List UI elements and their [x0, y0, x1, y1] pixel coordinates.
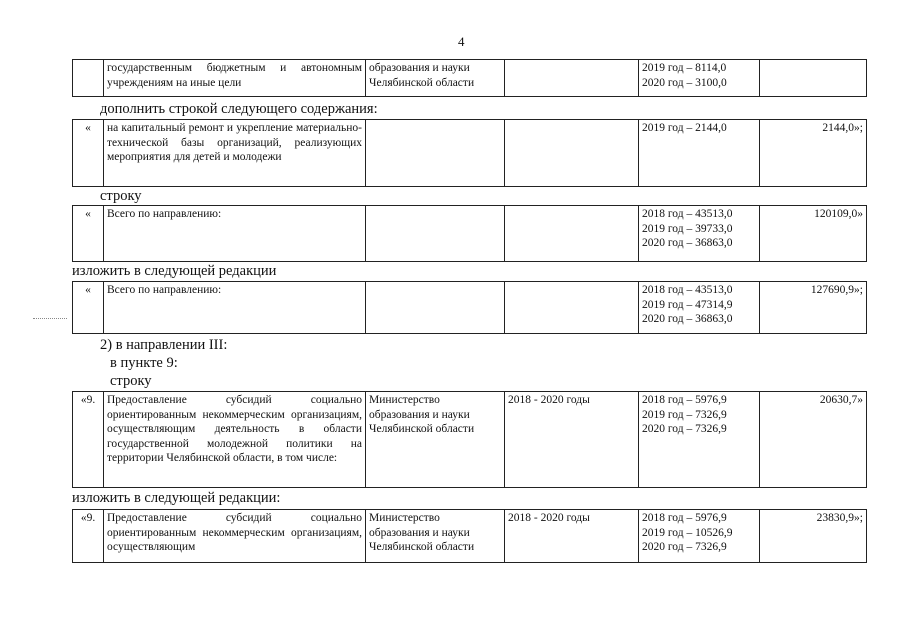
cell-executor: [366, 282, 505, 334]
cell-total: 20630,7»: [760, 392, 867, 488]
cell-description: Всего по направлению:: [104, 206, 366, 262]
year-amount: 2018 год – 43513,0: [642, 284, 733, 296]
year-amount: 2019 год – 39733,0: [642, 222, 733, 235]
page-number: 4: [458, 34, 465, 49]
table-fragment-old-item-9: [72, 391, 867, 488]
year-amount: 2020 год – 36863,0: [642, 313, 733, 325]
instruction-text: в пункте 9:: [110, 355, 178, 371]
cell-years: [639, 510, 760, 563]
cell-number: «: [73, 120, 104, 187]
cell-years: [639, 282, 760, 334]
instruction-text: строку: [100, 188, 142, 204]
table-fragment-new-total: [72, 281, 867, 334]
cell-term: 2018 - 2020 годы: [505, 392, 639, 488]
year-amount: 2020 год – 36863,0: [642, 237, 733, 249]
cell-executor: Министерство образования и науки Челябинской области: [366, 392, 505, 488]
instruction-text: строку: [110, 373, 152, 389]
cell-total: [760, 60, 867, 97]
cell-years: [639, 120, 760, 187]
instruction-text: дополнить строкой следующего содержания:: [100, 101, 378, 117]
year-amount: 2018 год – 5976,9: [642, 394, 727, 406]
instruction-text: изложить в следующей редакции: [72, 263, 277, 279]
year-amount: 2019 год – 7326,9: [642, 408, 727, 421]
cell-total: 120109,0»: [760, 206, 867, 262]
year-amount: 2019 год – 8114,0: [642, 62, 727, 74]
year-amount: 2019 год – 2144,0: [642, 122, 727, 134]
cell-years: [639, 60, 760, 97]
cell-total: 23830,9»;: [760, 510, 867, 563]
cell-term: [505, 60, 639, 97]
year-amount: 2020 год – 7326,9: [642, 541, 727, 553]
cell-description: на капитальный ремонт и укрепление материально-технической базы организаций, реализующих мероприятия для детей и молодежи: [104, 120, 366, 187]
dotted-mark: [33, 318, 67, 319]
cell-total: 2144,0»;: [760, 120, 867, 187]
instruction-text: 2) в направлении III:: [100, 337, 228, 353]
cell-description: Всего по направлению:: [104, 282, 366, 334]
executor-line: Челябинской области: [369, 76, 475, 89]
cell-number: [73, 60, 104, 97]
cell-term: [505, 282, 639, 334]
table-row: [73, 282, 867, 334]
cell-number: «: [73, 206, 104, 262]
table-fragment-new-item-9: [72, 509, 867, 563]
year-amount: 2020 год – 3100,0: [642, 76, 727, 89]
table-row: [73, 510, 867, 563]
instruction-text: изложить в следующей редакции:: [72, 490, 281, 506]
executor-line: образования и науки: [369, 62, 470, 74]
table-row: [73, 392, 867, 488]
table-row: [73, 120, 867, 187]
cell-total: 127690,9»;: [760, 282, 867, 334]
year-amount: 2018 год – 43513,0: [642, 208, 733, 220]
year-amount: 2019 год – 47314,9: [642, 298, 733, 311]
cell-description: Предоставление субсидий социально ориентированным некоммерческим организациям, осуществляющим деятельность в области государственной молодежной политики на территории Челябинской области, в том числе:: [104, 392, 366, 488]
cell-executor: [366, 120, 505, 187]
cell-description: государственным бюджетным и автономным учреждениям на иные цели: [104, 60, 366, 97]
cell-number: «9.: [73, 392, 104, 488]
table-fragment-old-total: [72, 205, 867, 262]
cell-term: [505, 206, 639, 262]
cell-executor: [366, 206, 505, 262]
table-fragment-continued: [72, 59, 867, 97]
year-amount: 2018 год – 5976,9: [642, 512, 727, 524]
cell-executor: [366, 60, 505, 97]
cell-years: [639, 392, 760, 488]
table-row: [73, 60, 867, 97]
year-amount: 2020 год – 7326,9: [642, 423, 727, 435]
year-amount: 2019 год – 10526,9: [642, 526, 733, 539]
table-row: [73, 206, 867, 262]
table-fragment-added-row: [72, 119, 867, 187]
cell-term: [505, 120, 639, 187]
cell-number: «9.: [73, 510, 104, 563]
cell-description: Предоставление субсидий социально ориентированным некоммерческим организациям, осуществляющим: [104, 510, 366, 563]
cell-years: [639, 206, 760, 262]
cell-number: «: [73, 282, 104, 334]
cell-executor: Министерство образования и науки Челябинской области: [366, 510, 505, 563]
cell-term: 2018 - 2020 годы: [505, 510, 639, 563]
